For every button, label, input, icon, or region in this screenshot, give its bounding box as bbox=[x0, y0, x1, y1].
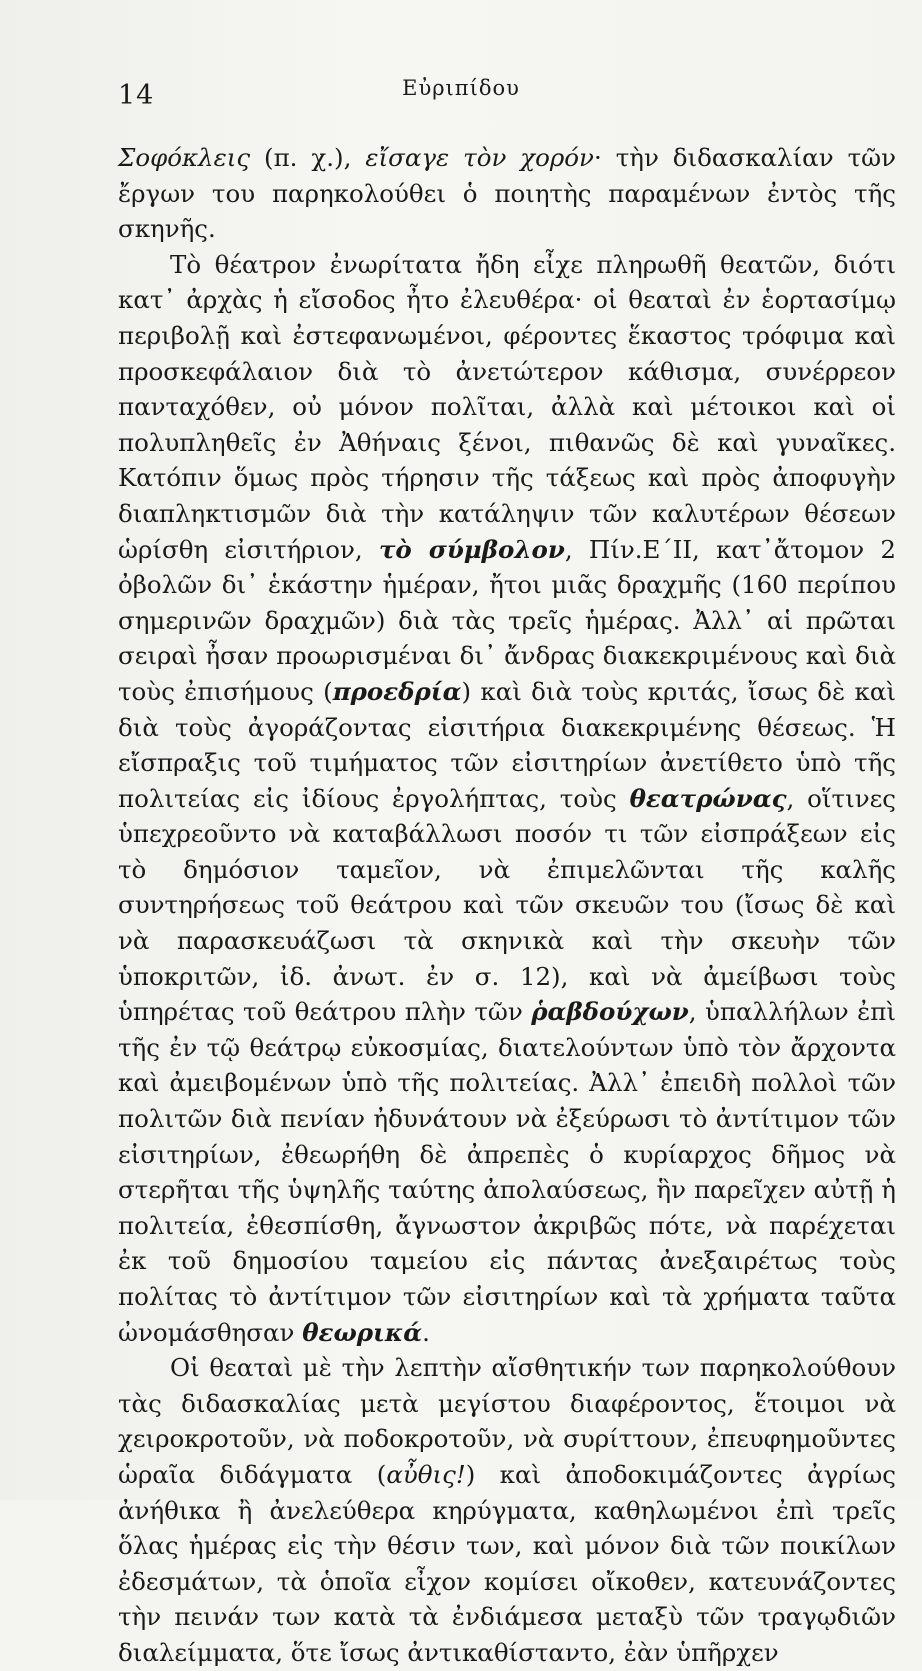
text-run: , ὑπαλλήλων ἐπὶ τῆς ἐν τῷ θεάτρῳ εὐκοσμίας, διατελούντων ὑπὸ τὸν ἄρχοντα καὶ ἀμειβομένων ὑπὸ τῆς πολιτείας. Ἀλλ᾿ ἐπειδὴ πολλοὶ τῶν πολιτῶν διὰ πενίαν ἠδυνάτουν νὰ ἐξεύρωσι τὸ ἀντίτιμον τῶν εἰσιτηρίων, ἐθεωρήθη δὲ ἀπρεπὲς ὁ κυρίαρχος δῆμος νὰ στερῆται τῆς ὑψηλῆς ταύτης ἀπολαύσεως, ἣν παρεῖχεν αὐτῇ ἡ πολιτεία, ἐθεσπίσθη, ἄγνωστον ἀκριβῶς πότε, νὰ παρέχεται ἐκ τοῦ δημοσίου ταμείου εἰς πάντας ἀνεξαιρέτως τοὺς πολίτας τὸ ἀντίτιμον τῶν εἰσιτηρίων καὶ τὰ χρήματα ταῦτα ὠνομάσθησαν bbox=[118, 997, 896, 1347]
body-text bbox=[118, 140, 896, 1671]
emphasized-text: ῥαβδούχων bbox=[531, 997, 689, 1027]
emphasized-text: εἴσαγε τὸν χορόν bbox=[365, 143, 594, 172]
text-run: Τὸ θέατρον ἐνωρίτατα ἤδη εἶχε πληρωθῆ θεατῶν, διότι κατ᾿ ἀρχὰς ἡ εἴσοδος ἦτο ἐλευθέρα· οἱ θεαταὶ ἐν ἑορτασίμῳ περιβολῇ καὶ ἐστεφανωμένοι, φέροντες ἕκαστος τρόφιμα καὶ προσκεφάλαιον διὰ τὸ ἀνετώτερον κάθισμα, συνέρρεον πανταχόθεν, οὐ μόνον πολῖται, ἀλλὰ καὶ μέτοικοι καὶ οἱ πολυπληθεῖς ἐν Ἀθήναις ξένοι, πιθανῶς δὲ καὶ γυναῖκες. Κατόπιν ὅμως πρὸς τήρησιν τῆς τάξεως καὶ πρὸς ἀποφυγὴν διαπληκτισμῶν διὰ τὴν κατάληψιν τῶν καλυτέρων θέσεων ὡρίσθη εἰσιτήριον, bbox=[118, 249, 896, 564]
running-head: Εὐριπίδου bbox=[402, 76, 520, 100]
emphasized-text: θεωρικά bbox=[302, 1317, 423, 1347]
text-run: . bbox=[422, 1317, 430, 1347]
paragraph bbox=[118, 247, 896, 1350]
text-run: Οἱ θεαταὶ μὲ τὴν λεπτὴν αἴσθητικήν των παρηκολούθουν τὰς διδασκαλίας μετὰ μεγίστου διαφέροντος, ἕτοιμοι νὰ χειροκροτοῦν, νὰ ποδοκροτοῦν, νὰ συρίττουν, ἐπευφημοῦντες ὡραῖα διδάγματα ( bbox=[118, 1353, 896, 1489]
text-run: (π. χ.), bbox=[250, 143, 366, 172]
text-run: · τὴν διδασκαλίαν τῶν ἔργων του παρηκολούθει ὁ ποιητὴς παραμένων ἐντὸς τῆς σκηνῆς. bbox=[118, 143, 897, 244]
text-run: , Πίν.Ε΄ΙΙ, κατ᾿ἄτομον 2 ὀβολῶν δι᾿ ἑκάστην ἡμέραν, ἤτοι μιᾶς δραχμῆς (160 περίπου σημερινῶν δραχμῶν) διὰ τὰς τρεῖς ἡμέρας. Ἀλλ᾿ αἱ πρῶται σειραὶ ἦσαν προωρισμέναι δι᾿ ἄνδρας διακεκριμένους καὶ διὰ τοὺς ἐπισήμους ( bbox=[118, 534, 896, 706]
emphasized-text: θεατρώνας bbox=[629, 783, 787, 813]
page-number: 14 bbox=[118, 80, 155, 111]
emphasized-text: αὖθις! bbox=[386, 1459, 466, 1489]
text-run: ) καὶ διὰ τοὺς κριτάς, ἴσως δὲ καὶ διὰ τοὺς ἀγοράζοντας εἰσιτήρια διακεκριμένης θέσεως. Ἡ εἴσπραξις τοῦ τιμήματος τῶν εἰσιτηρίων ἀνετίθετο ὑπὸ τῆς πολιτείας εἰς ἰδίους ἐργολήπτας, τοὺς bbox=[118, 676, 896, 813]
text-run: ) καὶ ἀποδοκιμάζοντες ἀγρίως ἀνήθικα ἢ ἀνελεύθερα κηρύγματα, καθηλωμένοι ἐπὶ τρεῖς ὅλας ἡμέρας εἰς τὴν θέσιν των, καὶ μόνον διὰ τῶν ποικίλων ἐδεσμάτων, τὰ ὁποῖα εἶχον κομίσει οἴκοθεν, κατευνάζοντες τὴν πεινάν των κατὰ τὰ ἐνδιάμεσα μεταξὺ τῶν τραγῳδιῶν διαλείμματα, ὅτε ἴσως ἀντικαθίσταντο, ἐὰν ὑπῆρχεν bbox=[118, 1459, 896, 1667]
emphasized-text: Σοφόκλεις bbox=[118, 143, 251, 172]
emphasized-text: προεδρία bbox=[332, 676, 462, 706]
emphasized-text: τὸ σύμβολον bbox=[378, 534, 565, 564]
paragraph bbox=[118, 140, 896, 247]
text-run: , οἵτινες ὑπεχρεοῦντο νὰ καταβάλλωσι ποσόν τι τῶν εἰσπράξεων εἰς τὸ δημόσιον ταμεῖον, νὰ ἐπιμελῶνται τῆς καλῆς συντηρήσεως τοῦ θεάτρου καὶ τῶν σκευῶν του (ἴσως δὲ καὶ νὰ παρασκευάζωσι τὰ σκηνικὰ καὶ τὴν σκευὴν τῶν ὑποκριτῶν, ἰδ. ἀνωτ. ἐν σ. 12), καὶ νὰ ἀμείβωσι τοὺς ὑπηρέτας τοῦ θεάτρου πλὴν τῶν bbox=[118, 783, 897, 1027]
paragraph bbox=[118, 1350, 896, 1670]
